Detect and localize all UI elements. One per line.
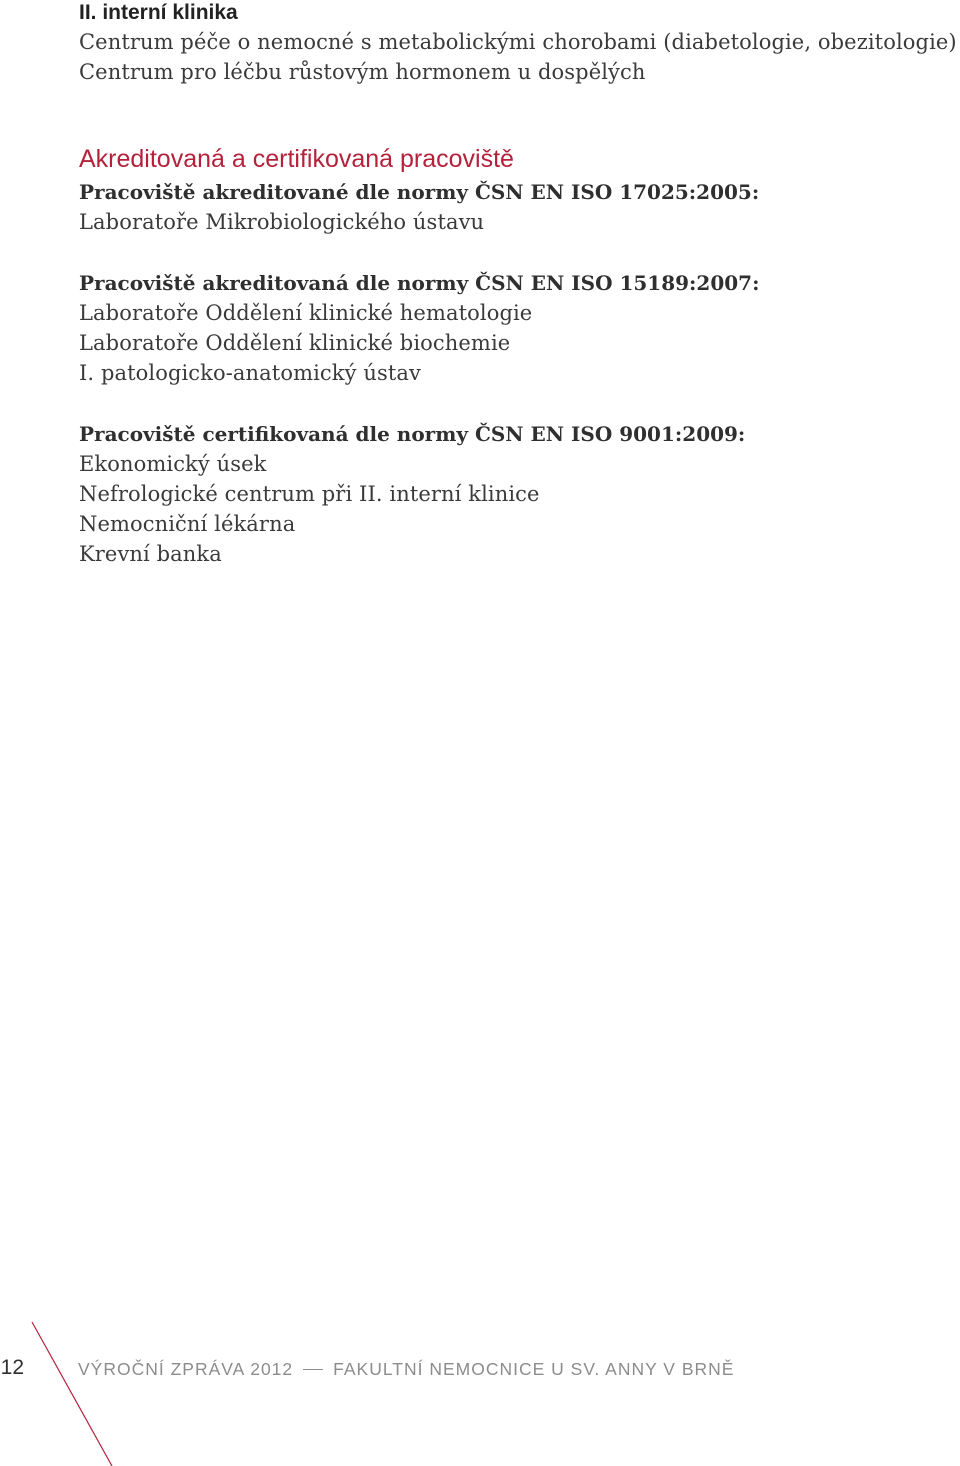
section-heading: Akreditovaná a certifikovaná pracoviště	[79, 145, 514, 173]
clinic-title: II. interní klinika	[79, 1, 238, 24]
group-item: Nemocniční lékárna	[79, 512, 296, 536]
group-item: Krevní banka	[79, 542, 222, 566]
clinic-line: Centrum péče o nemocné s metabolickými chorobami (diabetologie, obezitologie)	[79, 30, 957, 54]
group-title: Pracoviště certifikovaná dle normy ČSN EN ISO 9001:2009:	[79, 422, 746, 446]
footer-caption	[78, 1359, 734, 1379]
footer-diagonal-divider	[0, 1310, 140, 1466]
group-title: Pracoviště akreditované dle normy ČSN EN ISO 17025:2005:	[79, 180, 760, 204]
footer-report-title: VÝROČNÍ ZPRÁVA 2012	[78, 1359, 294, 1379]
group-item: I. patologicko-anatomický ústav	[79, 361, 421, 385]
group-item: Laboratoře Oddělení klinické hematologie	[79, 301, 533, 325]
group-item: Nefrologické centrum při II. interní klinice	[79, 482, 540, 506]
footer-dash	[303, 1369, 323, 1371]
footer-organization: FAKULTNÍ NEMOCNICE U SV. ANNY V BRNĚ	[333, 1359, 735, 1379]
group-item: Laboratoře Mikrobiologického ústavu	[79, 210, 485, 234]
page-number: 12	[0, 1356, 24, 1379]
clinic-line: Centrum pro léčbu růstovým hormonem u dospělých	[79, 60, 646, 84]
group-title: Pracoviště akreditovaná dle normy ČSN EN ISO 15189:2007:	[79, 271, 760, 295]
group-item: Ekonomický úsek	[79, 452, 267, 476]
group-item: Laboratoře Oddělení klinické biochemie	[79, 331, 511, 355]
